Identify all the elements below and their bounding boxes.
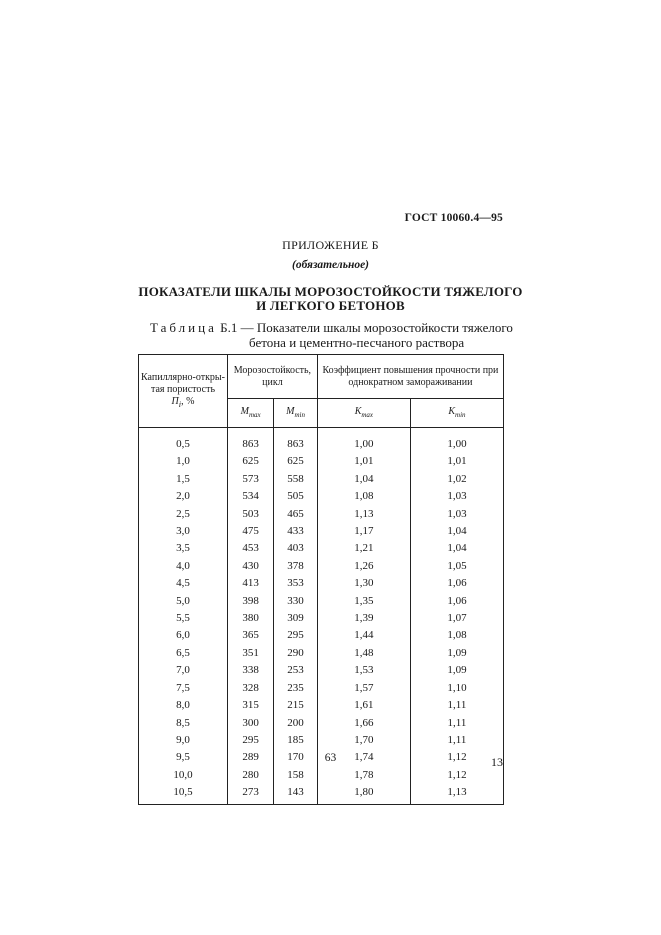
cell-m-max: 413 <box>228 575 274 592</box>
document-title <box>0 285 661 313</box>
cell-porosity: 7,5 <box>139 680 228 697</box>
cell-porosity: 6,0 <box>139 627 228 644</box>
header-k-min: $K_{min}$ <box>410 399 503 428</box>
cell-porosity: 5,5 <box>139 610 228 627</box>
cell-k-max: 1,21 <box>317 540 410 557</box>
cell-m-max: 380 <box>228 610 274 627</box>
cell-m-min: 505 <box>274 488 318 505</box>
cell-k-max: 1,80 <box>317 784 410 804</box>
cell-m-min: 465 <box>274 506 318 523</box>
table-row <box>139 784 504 804</box>
cell-k-max: 1,78 <box>317 767 410 784</box>
cell-m-min: 170 <box>274 749 318 766</box>
cell-porosity: 9,0 <box>139 732 228 749</box>
cell-k-min: 1,00 <box>410 428 503 454</box>
header-porosity-symbol: $П_i$ <box>171 395 182 409</box>
cell-porosity: 8,0 <box>139 697 228 714</box>
cell-k-min: 1,04 <box>410 540 503 557</box>
cell-k-min: 1,11 <box>410 732 503 749</box>
table-row <box>139 523 504 540</box>
cell-m-min: 403 <box>274 540 318 557</box>
cell-m-max: 430 <box>228 558 274 575</box>
cell-porosity: 6,5 <box>139 645 228 662</box>
cell-porosity: 10,0 <box>139 767 228 784</box>
table-row <box>139 732 504 749</box>
cell-m-min: 290 <box>274 645 318 662</box>
cell-m-min: 295 <box>274 627 318 644</box>
cell-k-min: 1,12 <box>410 767 503 784</box>
cell-m-max: 625 <box>228 453 274 470</box>
cell-k-min: 1,01 <box>410 453 503 470</box>
header-k-max: $K_{max}$ <box>317 399 410 428</box>
cell-porosity: 3,0 <box>139 523 228 540</box>
header-m-max: $M_{max}$ <box>228 399 274 428</box>
cell-k-min: 1,09 <box>410 662 503 679</box>
appendix-label: ПРИЛОЖЕНИЕ Б <box>282 238 379 252</box>
cell-porosity: 7,0 <box>139 662 228 679</box>
table-row <box>139 488 504 505</box>
cell-k-max: 1,08 <box>317 488 410 505</box>
cell-k-min: 1,04 <box>410 523 503 540</box>
cell-porosity: 1,5 <box>139 471 228 488</box>
cell-porosity: 1,0 <box>139 453 228 470</box>
cell-k-max: 1,04 <box>317 471 410 488</box>
cell-m-min: 158 <box>274 767 318 784</box>
cell-k-min: 1,06 <box>410 593 503 610</box>
cell-porosity: 0,5 <box>139 428 228 454</box>
cell-k-min: 1,03 <box>410 506 503 523</box>
cell-k-min: 1,11 <box>410 697 503 714</box>
cell-k-max: 1,74 <box>317 749 410 766</box>
title-line-2: И ЛЕГКОГО БЕТОНОВ <box>256 298 405 313</box>
cell-m-min: 353 <box>274 575 318 592</box>
cell-porosity: 2,5 <box>139 506 228 523</box>
table-row <box>139 540 504 557</box>
caption-lead: Таблица <box>150 320 217 335</box>
cell-m-min: 215 <box>274 697 318 714</box>
cell-k-min: 1,03 <box>410 488 503 505</box>
table-row <box>139 715 504 732</box>
cell-m-max: 328 <box>228 680 274 697</box>
cell-m-max: 475 <box>228 523 274 540</box>
table-row <box>139 428 504 454</box>
cell-k-max: 1,53 <box>317 662 410 679</box>
table-row <box>139 506 504 523</box>
cell-m-max: 300 <box>228 715 274 732</box>
header-m-min: $M_{min}$ <box>274 399 318 428</box>
cell-m-min: 558 <box>274 471 318 488</box>
cell-porosity: 10,5 <box>139 784 228 804</box>
cell-m-max: 863 <box>228 428 274 454</box>
table-row <box>139 680 504 697</box>
header-porosity-unit: , % <box>181 395 195 407</box>
cell-porosity: 8,5 <box>139 715 228 732</box>
cell-m-max: 351 <box>228 645 274 662</box>
cell-porosity: 9,5 <box>139 749 228 766</box>
page-number-right: 13 <box>491 755 503 769</box>
appendix-note: (обязательное) <box>291 259 370 271</box>
table-row <box>139 593 504 610</box>
cell-k-min: 1,11 <box>410 715 503 732</box>
cell-k-min: 1,12 <box>410 749 503 766</box>
header-frost-resistance: Морозостойкость, цикл <box>228 355 318 399</box>
table-row <box>139 558 504 575</box>
cell-k-min: 1,10 <box>410 680 503 697</box>
cell-m-max: 365 <box>228 627 274 644</box>
cell-k-max: 1,13 <box>317 506 410 523</box>
title-line-1: ПОКАЗАТЕЛИ ШКАЛЫ МОРОЗОСТОЙКОСТИ ТЯЖЕЛОГО <box>138 284 523 299</box>
caption-line-1: Б.1 — Показатели шкалы морозостойкости тяжелого <box>216 320 513 335</box>
cell-m-max: 573 <box>228 471 274 488</box>
cell-k-max: 1,01 <box>317 453 410 470</box>
cell-m-max: 503 <box>228 506 274 523</box>
cell-k-max: 1,57 <box>317 680 410 697</box>
cell-k-max: 1,17 <box>317 523 410 540</box>
cell-k-max: 1,44 <box>317 627 410 644</box>
table-row <box>139 575 504 592</box>
caption-line-2: бетона и цементно-песчаного раствора <box>249 335 465 350</box>
cell-k-min: 1,08 <box>410 627 503 644</box>
cell-m-max: 534 <box>228 488 274 505</box>
cell-m-max: 338 <box>228 662 274 679</box>
table-row <box>139 662 504 679</box>
cell-k-min: 1,07 <box>410 610 503 627</box>
cell-porosity: 4,0 <box>139 558 228 575</box>
cell-k-max: 1,35 <box>317 593 410 610</box>
table-row <box>139 627 504 644</box>
header-strength-coefficient: Коэффициент повышения прочности при однократном замораживании <box>317 355 503 399</box>
cell-m-min: 330 <box>274 593 318 610</box>
cell-porosity: 5,0 <box>139 593 228 610</box>
table-body <box>139 428 504 805</box>
cell-porosity: 4,5 <box>139 575 228 592</box>
cell-k-min: 1,06 <box>410 575 503 592</box>
cell-m-min: 253 <box>274 662 318 679</box>
page-number-center: 63 <box>324 752 337 764</box>
header-porosity-label: Капиллярно-откры-тая пористость <box>141 371 225 395</box>
cell-m-min: 625 <box>274 453 318 470</box>
cell-k-max: 1,39 <box>317 610 410 627</box>
cell-k-min: 1,09 <box>410 645 503 662</box>
standard-code: ГОСТ 10060.4—95 <box>404 212 503 224</box>
cell-m-min: 863 <box>274 428 318 454</box>
cell-m-max: 315 <box>228 697 274 714</box>
cell-k-max: 1,26 <box>317 558 410 575</box>
table-row <box>139 471 504 488</box>
cell-k-max: 1,00 <box>317 428 410 454</box>
cell-k-max: 1,66 <box>317 715 410 732</box>
table-caption <box>150 320 520 350</box>
cell-m-min: 185 <box>274 732 318 749</box>
table-row <box>139 697 504 714</box>
cell-k-max: 1,70 <box>317 732 410 749</box>
cell-k-max: 1,30 <box>317 575 410 592</box>
cell-k-max: 1,61 <box>317 697 410 714</box>
cell-m-max: 273 <box>228 784 274 804</box>
cell-m-max: 289 <box>228 749 274 766</box>
cell-k-min: 1,02 <box>410 471 503 488</box>
cell-k-max: 1,48 <box>317 645 410 662</box>
cell-m-min: 143 <box>274 784 318 804</box>
cell-m-min: 378 <box>274 558 318 575</box>
cell-m-min: 200 <box>274 715 318 732</box>
table-row <box>139 645 504 662</box>
cell-m-min: 433 <box>274 523 318 540</box>
table-row <box>139 453 504 470</box>
cell-porosity: 2,0 <box>139 488 228 505</box>
cell-porosity: 3,5 <box>139 540 228 557</box>
cell-m-max: 453 <box>228 540 274 557</box>
cell-k-min: 1,13 <box>410 784 503 804</box>
cell-m-max: 398 <box>228 593 274 610</box>
cell-m-max: 295 <box>228 732 274 749</box>
cell-k-min: 1,05 <box>410 558 503 575</box>
header-porosity <box>139 355 228 428</box>
cell-m-min: 309 <box>274 610 318 627</box>
cell-m-max: 280 <box>228 767 274 784</box>
frost-scale-table <box>138 354 504 805</box>
table-row <box>139 610 504 627</box>
cell-m-min: 235 <box>274 680 318 697</box>
table-row <box>139 767 504 784</box>
